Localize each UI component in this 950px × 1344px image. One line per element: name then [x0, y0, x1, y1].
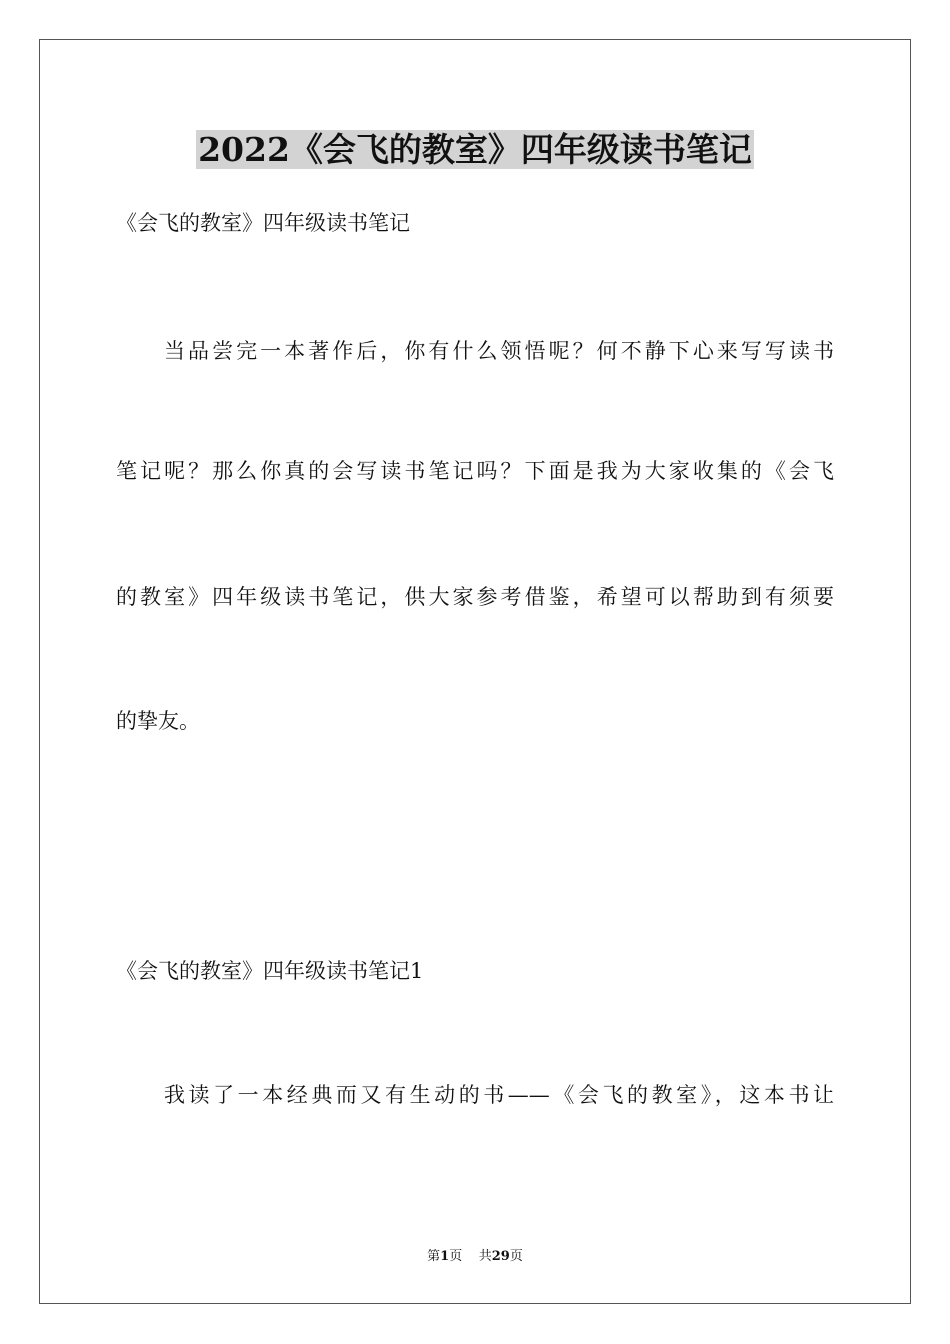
intro-line-3: 的教室》四年级读书笔记，供大家参考借鉴，希望可以帮助到有须要 [116, 585, 834, 609]
intro-line-1: 当品尝完一本著作后，你有什么领悟呢？何不静下心来写写读书 [164, 339, 834, 363]
footer-page-number: 1 [440, 1249, 450, 1264]
intro-line-2: 笔记呢？那么你真的会写读书笔记吗？下面是我为大家收集的《会飞 [116, 459, 834, 483]
intro-line-4: 的挚友。 [116, 709, 200, 733]
footer-total-prefix: 共 [478, 1249, 492, 1264]
footer-total-pages: 29 [491, 1249, 510, 1264]
document-title [0, 126, 950, 174]
section-heading: 《会飞的教室》四年级读书笔记1 [116, 959, 424, 983]
footer-total-suffix: 页 [509, 1249, 523, 1264]
page-footer [0, 1248, 950, 1266]
footer-page-suffix: 页 [449, 1249, 463, 1264]
section-line-1: 我读了一本经典而又有生动的书——《会飞的教室》，这本书让 [164, 1083, 834, 1107]
document-subtitle: 《会飞的教室》四年级读书笔记 [116, 211, 410, 235]
document-title-text: 2022《会飞的教室》四年级读书笔记 [198, 130, 752, 169]
footer-page-prefix: 第 [427, 1249, 441, 1264]
